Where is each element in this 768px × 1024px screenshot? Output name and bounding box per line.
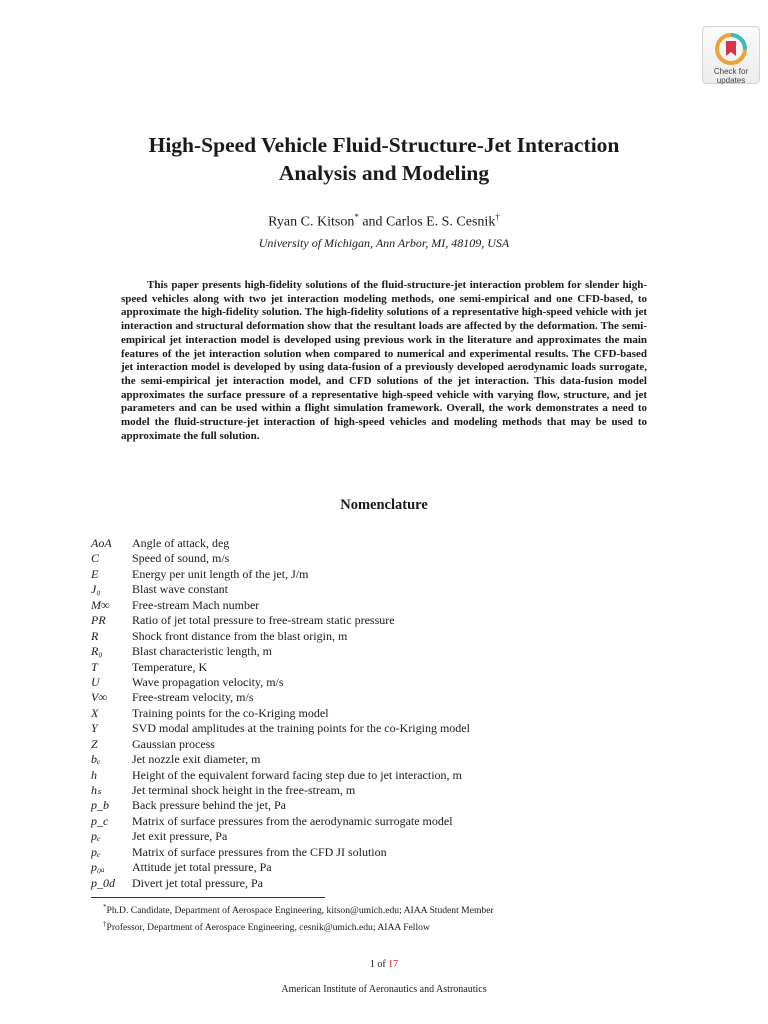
nomenclature-row bbox=[91, 598, 691, 613]
nomenclature-description: Energy per unit length of the jet, J/m bbox=[132, 566, 309, 581]
nomenclature-symbol: PR bbox=[91, 613, 106, 628]
author-name: Carlos E. S. Cesnik bbox=[386, 214, 496, 230]
nomenclature-description: Attitude jet total pressure, Pa bbox=[132, 860, 272, 875]
nomenclature-row bbox=[91, 675, 691, 690]
author-list bbox=[60, 212, 708, 231]
page-number bbox=[0, 959, 768, 970]
nomenclature-description: Ratio of jet total pressure to free-stream static pressure bbox=[132, 613, 395, 628]
nomenclature-row bbox=[91, 814, 691, 829]
nomenclature-description: Matrix of surface pressures from the CFD JI solution bbox=[132, 844, 387, 859]
nomenclature-description: Training points for the co-Kriging model bbox=[132, 705, 329, 720]
nomenclature-row bbox=[91, 860, 691, 875]
author-name: Ryan C. Kitson bbox=[268, 214, 355, 230]
page-of: of bbox=[374, 959, 389, 970]
nomenclature-symbol: U bbox=[91, 674, 100, 689]
badge-label-line1: Check for bbox=[713, 67, 749, 76]
nomenclature-row bbox=[91, 536, 691, 551]
nomenclature-row bbox=[91, 845, 691, 860]
nomenclature-symbol: pₑ bbox=[91, 844, 101, 859]
nomenclature-description: Shock front distance from the blast origin, m bbox=[132, 628, 348, 643]
badge-label bbox=[703, 67, 759, 85]
nomenclature-description: Divert jet total pressure, Pa bbox=[132, 875, 263, 890]
nomenclature-row bbox=[91, 551, 691, 566]
footnote-2-mark: † bbox=[103, 919, 107, 928]
nomenclature-row bbox=[91, 690, 691, 705]
nomenclature-row bbox=[91, 798, 691, 813]
page-footer: American Institute of Aeronautics and Astronautics bbox=[281, 984, 487, 995]
paper-title-line1: High-Speed Vehicle Fluid-Structure-Jet Interaction bbox=[148, 133, 620, 157]
nomenclature-symbol: Y bbox=[91, 721, 98, 736]
footnote-2 bbox=[103, 918, 703, 935]
nomenclature-row bbox=[91, 613, 691, 628]
nomenclature-row bbox=[91, 752, 691, 767]
badge-label-line2: updates bbox=[716, 76, 746, 85]
nomenclature-description: Jet exit pressure, Pa bbox=[132, 829, 228, 844]
nomenclature-row bbox=[91, 829, 691, 844]
nomenclature-row bbox=[91, 567, 691, 582]
nomenclature-description: Back pressure behind the jet, Pa bbox=[132, 798, 286, 813]
footnote-2-text: Professor, Department of Aerospace Engineering, cesnik@umich.edu; AIAA Fellow bbox=[106, 921, 430, 933]
nomenclature-symbol: T bbox=[91, 659, 98, 674]
nomenclature-row bbox=[91, 721, 691, 736]
paper-title-line2: Analysis and Modeling bbox=[278, 161, 490, 185]
nomenclature-symbol: h bbox=[91, 767, 97, 782]
nomenclature-description: Free-stream Mach number bbox=[132, 597, 260, 612]
nomenclature-symbol: AoA bbox=[91, 536, 112, 550]
nomenclature-symbol: E bbox=[91, 566, 99, 581]
nomenclature-row bbox=[91, 660, 691, 675]
footnote-1-mark: * bbox=[103, 903, 107, 911]
paper-title bbox=[60, 131, 708, 187]
nomenclature-row bbox=[91, 582, 691, 597]
nomenclature-description: Wave propagation velocity, m/s bbox=[132, 674, 284, 689]
nomenclature-symbol: Z bbox=[91, 736, 98, 751]
nomenclature-description: Jet terminal shock height in the free-stream, m bbox=[132, 783, 356, 797]
footnote-1-text: Ph.D. Candidate, Department of Aerospace Engineering, kitson@umich.edu; AIAA Student Member bbox=[106, 905, 494, 917]
nomenclature-symbol: hₛ bbox=[91, 783, 102, 797]
nomenclature-description: Matrix of surface pressures from the aerodynamic surrogate model bbox=[132, 813, 453, 828]
footnote-mark: * bbox=[354, 212, 359, 222]
nomenclature-symbol: p_0d bbox=[91, 875, 115, 890]
nomenclature-description: Temperature, K bbox=[132, 659, 208, 674]
nomenclature-row bbox=[91, 737, 691, 752]
nomenclature-description: Free-stream velocity, m/s bbox=[132, 690, 254, 705]
nomenclature-symbol: C bbox=[91, 551, 100, 566]
footnote-mark: † bbox=[495, 212, 500, 222]
footnote-rule bbox=[91, 897, 325, 898]
nomenclature-symbol: R₀ bbox=[91, 644, 103, 659]
nomenclature-description: Gaussian process bbox=[132, 736, 215, 751]
abstract: This paper presents high-fidelity solutions of the fluid-structure-jet interaction problem for slender high-speed vehicles along with two jet interaction modeling methods, one semi-empirical and one CFD-based, to approximate the high-fidelity solution. The high-fidelity solutions of a representative high-speed vehicle with jet interaction and structural deformation show that the resultant loads are affected by the deformation. The semi-empirical jet interaction model is developed using previous work in the literature and approximates the main features of the jet interaction solution when compared to numerical and experimental results. The CFD-based jet interaction model is developed by using data-fusion of a previously developed aerodynamic loads surrogate, the semi-empirical jet interaction model, and CFD solutions of the jet interaction. This data-fusion model approximates the surface pressure of a representative high-speed vehicle with varying flow, structure, and jet parameters and can be used within a flight simulation framework. Overall, the work demonstrates a need to model the fluid-structure-jet interaction of high-speed vehicles and modeling methods that may be used to approximate the full solution. bbox=[121, 279, 647, 442]
nomenclature-row bbox=[91, 876, 691, 891]
nomenclature-symbol: M∞ bbox=[91, 597, 110, 612]
nomenclature-symbol: p_b bbox=[91, 798, 109, 813]
nomenclature-row bbox=[91, 768, 691, 783]
nomenclature-list bbox=[91, 536, 691, 891]
affiliation: University of Michigan, Ann Arbor, MI, 48109, USA bbox=[258, 236, 510, 250]
nomenclature-symbol: R bbox=[91, 628, 99, 643]
nomenclature-row bbox=[91, 783, 691, 798]
page-current: 1 bbox=[369, 959, 375, 970]
nomenclature-description: SVD modal amplitudes at the training points for the co-Kriging model bbox=[132, 721, 470, 736]
nomenclature-row bbox=[91, 629, 691, 644]
footnotes bbox=[103, 901, 703, 934]
nomenclature-row bbox=[91, 706, 691, 721]
crossmark-icon bbox=[714, 32, 748, 66]
nomenclature-symbol: pₑ bbox=[91, 829, 101, 844]
nomenclature-description: Jet nozzle exit diameter, m bbox=[132, 752, 261, 767]
nomenclature-description: Angle of attack, deg bbox=[132, 536, 230, 550]
nomenclature-symbol: V∞ bbox=[91, 690, 107, 705]
nomenclature-heading: Nomenclature bbox=[340, 497, 428, 513]
nomenclature-description: Blast characteristic length, m bbox=[132, 644, 272, 659]
nomenclature-symbol: bₑ bbox=[91, 752, 101, 767]
nomenclature-symbol: J₀ bbox=[91, 582, 101, 597]
nomenclature-description: Speed of sound, m/s bbox=[132, 551, 230, 566]
nomenclature-symbol: p_c bbox=[91, 813, 109, 828]
nomenclature-symbol: X bbox=[91, 705, 99, 720]
footnote-1 bbox=[103, 901, 703, 918]
nomenclature-description: Height of the equivalent forward facing step due to jet interaction, m bbox=[132, 767, 462, 782]
nomenclature-row bbox=[91, 644, 691, 659]
nomenclature-description: Blast wave constant bbox=[132, 582, 228, 597]
author-connector: and bbox=[358, 214, 387, 230]
nomenclature-symbol: p₀ₐ bbox=[91, 860, 105, 875]
page-total-link[interactable]: 17 bbox=[388, 959, 399, 970]
check-for-updates-badge[interactable] bbox=[702, 26, 760, 84]
